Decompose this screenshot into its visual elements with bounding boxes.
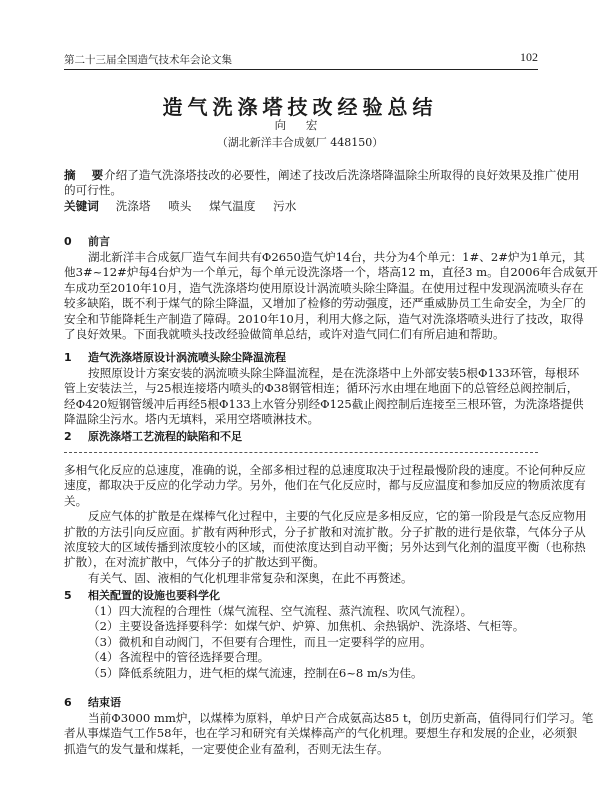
abstract [64,168,580,214]
body-line: 按照原设计方案安装的涡流喷头除尘降温流程，是在洗涤塔中上外部安装5根Φ133环管，每根环 [88,366,580,380]
body-line: 关。 [64,493,88,508]
list-item: （1）四大流程的合理性（煤气流程、空气流程、蒸汽流程、吹风气流程）。 [88,604,473,618]
section-heading: 5 相关配置的设施也要科学化 [64,589,220,602]
body-line: 湖北新洋丰合成氨厂造气车间共有Φ2650造气炉14台，共分为4个单元：1#、2#炉为1单元，其 [88,250,585,264]
body-line: 了良好效果。下面我就喷头技改经验做简单总结，或许对造气同仁们有所启迪和帮助。 [64,326,505,341]
body-line: 反应气体的扩散是在煤棒气化过程中，主要的气化反应是多相反应，它的第一阶段是气态反应物用 [88,509,587,524]
body-line: 抓造气的发气量和煤耗，一定要使企业有盈利，否则无法生存。 [64,741,389,756]
author: 向 宏 [274,118,326,132]
abstract-label: 摘 要 [64,168,110,182]
body-line: 扩散的方法引向反应面。扩散有两种形式，分子扩散和对流扩散。分子扩散的进行是依靠，气体分子从 [64,524,586,539]
section-0 [64,233,598,342]
section-6 [64,694,594,757]
keyword: 煤气温度 [209,198,256,213]
list-item: （4）各流程中的管径选择要合理。 [88,650,270,665]
body-line: 浓度较大的区域传播到浓度较小的区域，而使浓度达到自动平衡；另外达到气化剂的温度平衡（也称热 [64,539,586,554]
keywords [64,199,538,214]
list-item: （2）主要设备选择要科学：如煤气炉、炉箅、加焦机、余热锅炉、洗涤塔、气柜等。 [88,619,525,634]
body-line: 安全和节能降耗生产制造了障碍。2010年10月，利用大修之际，造气对洗涤塔喷头进行了技改，取得 [64,311,584,326]
page-number: 102 [520,50,538,64]
body-line: 经Φ420短钢管缓冲后再经5根Φ133上水管分别经Φ125截止阀控制后连接至三根环管，为洗涤塔提供 [64,396,584,411]
paper-title: 造气洗涤塔技改经验总结 [162,95,438,119]
affiliation: （湖北新洋丰合成氨厂 448150） [216,136,384,149]
body-line: 较多缺陷，既不利于煤气的除尘降温，又增加了检修的劳动强度，还严重威胁员工生命安全，为全厂的 [64,296,586,311]
keyword: 喷头 [168,198,192,213]
body-line: 降温除尘污水。塔内无填料，采用空塔喷淋技术。 [64,412,320,427]
continued-text [64,463,587,586]
abstract-line: 的可行性。 [64,183,122,198]
body-line: 多相气化反应的总速度，准确的说，全部多相过程的总速度取决于过程最慢阶段的速度。不论何种反应 [64,463,586,477]
body-line: 管上安装法兰，与25根连接塔内喷头的Φ38钢管相连；循环污水由埋在地面下的总管经总阀控制后， [64,381,579,396]
section-5 [64,587,538,681]
list-item: （3）微机和自动阀门，不但要有合理性，而且一定要科学的应用。 [88,634,432,649]
section-heading: 1 造气洗涤塔原设计涡流喷头除尘降温流程 [64,351,286,364]
running-title: 第二十三届全国造气技术年会论文集 [64,54,232,66]
abstract-line: 介绍了造气洗涤塔技改的必要性，阐述了技改后洗涤塔降温除尘所取得的良好效果及推广使用 [104,168,580,182]
section-heading: 6 结束语 [64,696,121,709]
section-heading: 0 前言 [64,235,110,248]
keywords-label: 关键词 [64,198,99,213]
keyword: 洗涤塔 [115,198,151,213]
body-line: 有关气、固、液相的气化机理非常复杂和深奥，在此不再赘述。 [88,570,413,585]
body-line: 车成功至2010年10月，造气洗涤塔均使用原设计涡流喷头除尘降温。在使用过程中发现涡流喷头存在 [64,280,584,295]
list-item: （5）降低系统阻力，进气柜的煤气流速，控制在6~8 m/s为佳。 [88,665,423,680]
header-rule [64,69,538,70]
body-line: 他3#~12#炉每4台炉为一个单元，每个单元设洗涤塔一个，塔高12 m，直径3 m。自2006年合成氨开 [64,265,598,280]
body-line: 扩散），在对流扩散中，气体分子的扩散达到平衡。 [64,555,325,570]
body-line: 速度，都取决于反应的化学动力学。另外，他们在气化反应时，都与反应温度和参加反应的物质浓度有 [64,478,586,493]
running-header [64,52,538,68]
body-line: 当前Φ3000 mm炉，以煤棒为原料，单炉日产合成氨高达85 t，创历史新高，值得同行们学习。笔 [88,711,594,725]
page-break-divider [64,452,538,456]
section-heading: 2 原洗涤塔工艺流程的缺陷和不足 [64,429,242,443]
keyword: 污水 [273,198,297,213]
body-line: 者从事煤造气工作58年，也在学习和研究有关煤棒高产的气化机理。要想生存和发展的企业，必须狠 [64,726,578,741]
section-1 [64,349,584,445]
